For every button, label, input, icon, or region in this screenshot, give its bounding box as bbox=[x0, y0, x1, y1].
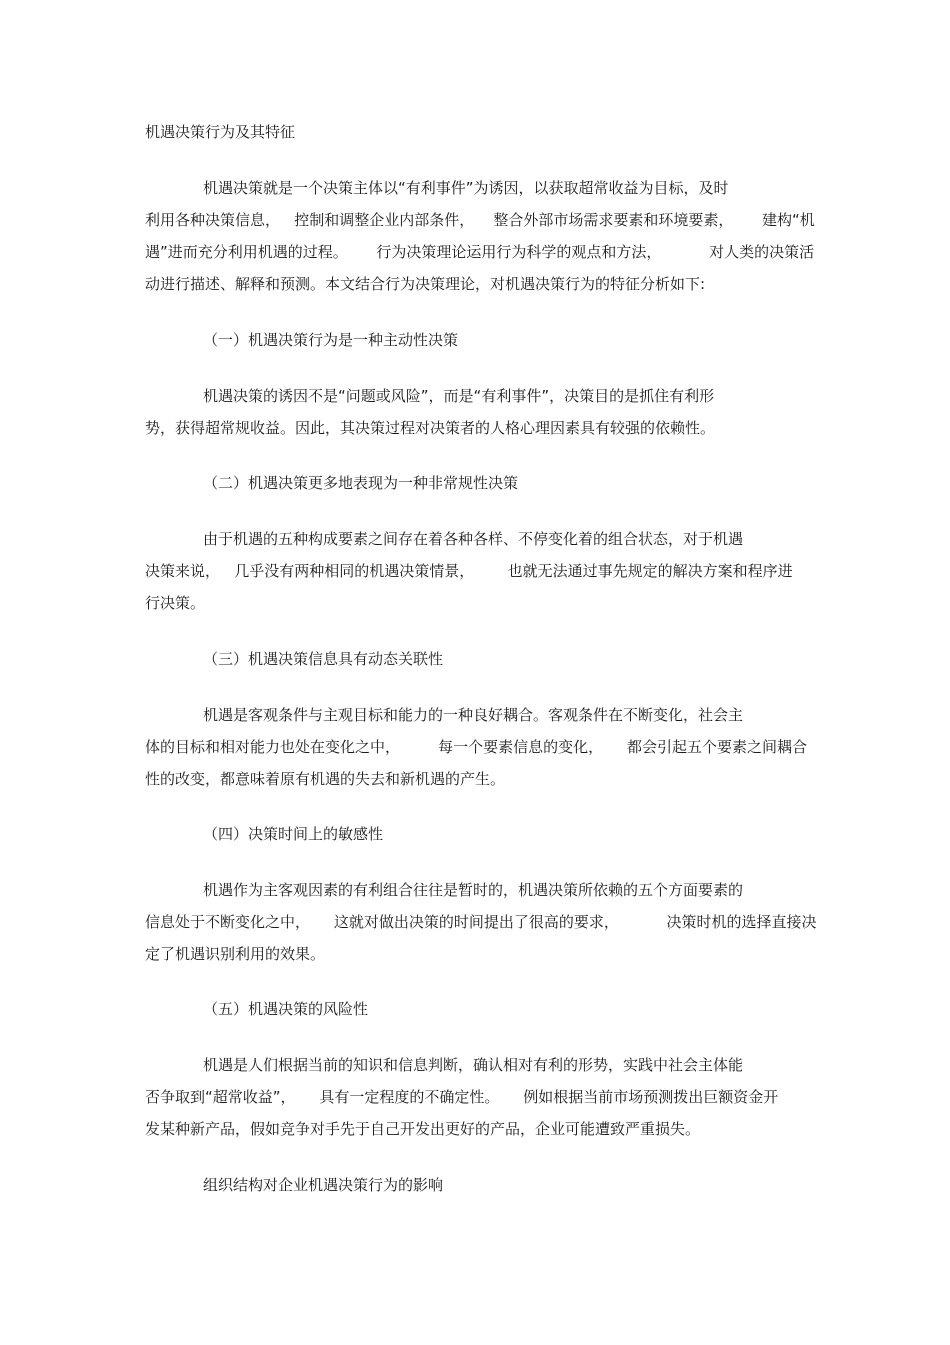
section-heading-6: 组织结构对企业机遇决策行为的影响 bbox=[203, 1176, 444, 1194]
paragraph-line: 否争取到“超常收益”， 具有一定程度的不确定性。 例如根据当前市场预测拨出巨额资金开 bbox=[145, 1088, 779, 1106]
paragraph-line: 机遇作为主客观因素的有利组合往往是暂时的，机遇决策所依赖的五个方面要素的 bbox=[203, 881, 744, 899]
paragraph-line: 定了机遇识别利用的效果。 bbox=[145, 945, 326, 963]
section-heading-4: （四）决策时间上的敏感性 bbox=[203, 825, 384, 843]
paragraph-line: 机遇是人们根据当前的知识和信息判断，确认相对有利的形势，实践中社会主体能 bbox=[203, 1056, 744, 1074]
paragraph-line: 体的目标和相对能力也处在变化之中， 每一个要素信息的变化， 都会引起五个要素之间耦合 bbox=[145, 738, 807, 756]
section-heading-3: （三）机遇决策信息具有动态关联性 bbox=[203, 650, 444, 668]
document-title: 机遇决策行为及其特征 bbox=[145, 123, 296, 141]
paragraph-line: 信息处于不断变化之中， 这就对做出决策的时间提出了很高的要求， 决策时机的选择直接决 bbox=[145, 913, 817, 931]
paragraph-line: 行决策。 bbox=[145, 594, 206, 612]
paragraph-line: 机遇决策的诱因不是“问题或风险”，而是“有利事件”，决策目的是抓住有利形 bbox=[203, 387, 715, 405]
paragraph-line: 机遇是客观条件与主观目标和能力的一种良好耦合。客观条件在不断变化，社会主 bbox=[203, 706, 744, 724]
paragraph-line: 性的改变，都意味着原有机遇的失去和新机遇的产生。 bbox=[145, 770, 506, 788]
paragraph-line: 发某种新产品，假如竞争对手先于自己开发出更好的产品，企业可能遭致严重损失。 bbox=[145, 1120, 701, 1138]
section-heading-2: （二）机遇决策更多地表现为一种非常规性决策 bbox=[203, 474, 519, 492]
paragraph-line: 机遇决策就是一个决策主体以“有利事件”为诱因，以获取超常收益为目标，及时 bbox=[203, 179, 729, 197]
paragraph-line: 势，获得超常规收益。因此，其决策过程对决策者的人格心理因素具有较强的依赖性。 bbox=[145, 419, 716, 437]
paragraph-line: 决策来说， 几乎没有两种相同的机遇决策情景， 也就无法通过事先规定的解决方案和程序进 bbox=[145, 562, 793, 580]
section-heading-5: （五）机遇决策的风险性 bbox=[203, 1000, 369, 1018]
paragraph-line: 遇”进而充分利用机遇的过程。 行为决策理论运用行为科学的观点和方法， 对人类的决策活 bbox=[145, 243, 815, 261]
paragraph-line: 由于机遇的五种构成要素之间存在着各种各样、不停变化着的组合状态，对于机遇 bbox=[203, 530, 744, 548]
paragraph-line: 利用各种决策信息， 控制和调整企业内部条件， 整合外部市场需求要素和环境要素， 建构“机 bbox=[145, 211, 815, 229]
paragraph-line: 动进行描述、解释和预测。本文结合行为决策理论，对机遇决策行为的特征分析如下: bbox=[145, 275, 706, 293]
section-heading-1: （一）机遇决策行为是一种主动性决策 bbox=[203, 331, 459, 349]
